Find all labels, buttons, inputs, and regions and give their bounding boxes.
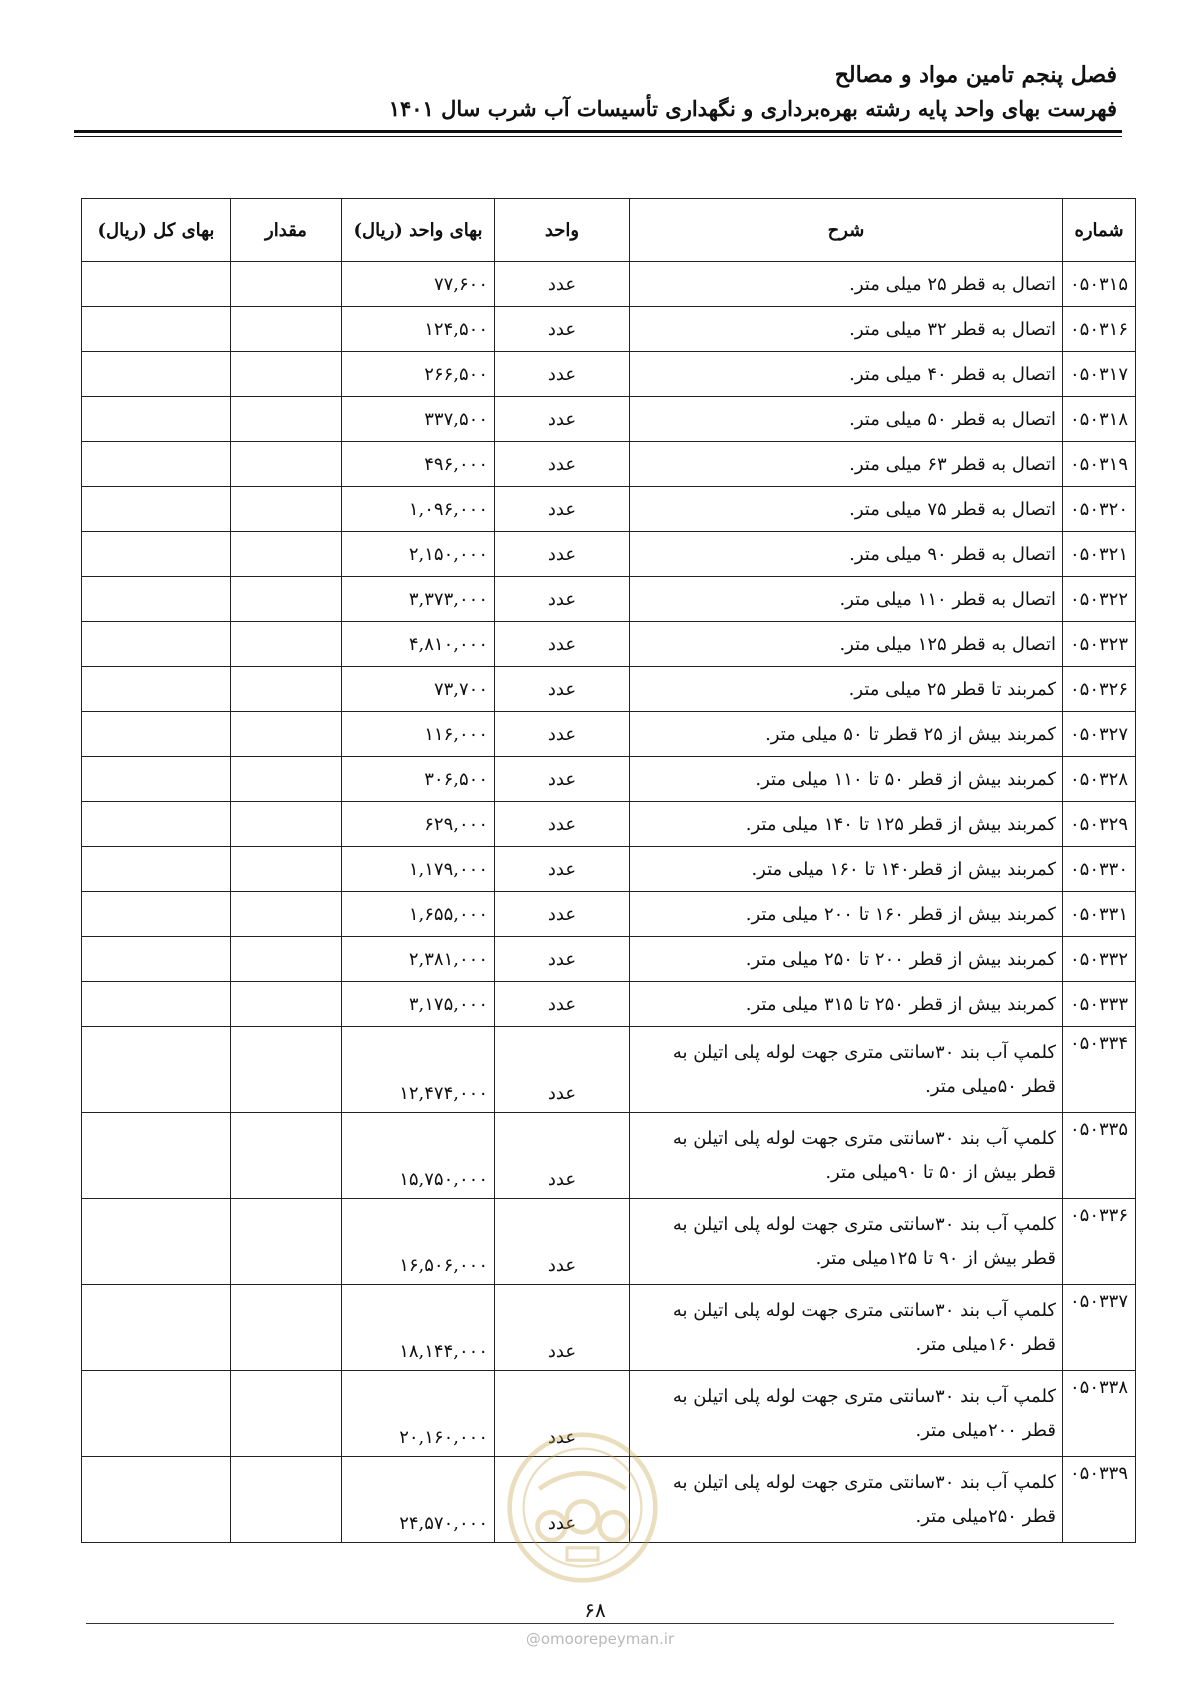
row-quantity bbox=[231, 1371, 342, 1457]
row-unit-price: ۷۷,۶۰۰ bbox=[342, 262, 495, 307]
row-total-price bbox=[82, 487, 231, 532]
row-number: ۰۵۰۳۲۲ bbox=[1063, 577, 1136, 622]
row-description: کمربند بیش از ۲۵ قطر تا ۵۰ میلی متر. bbox=[630, 712, 1063, 757]
row-unit-price: ۴۹۶,۰۰۰ bbox=[342, 442, 495, 487]
row-unit: عدد bbox=[495, 442, 630, 487]
row-unit: عدد bbox=[495, 982, 630, 1027]
row-unit: عدد bbox=[495, 757, 630, 802]
row-total-price bbox=[82, 757, 231, 802]
column-header-unit-price: بهای واحد (ریال) bbox=[342, 199, 495, 262]
row-total-price bbox=[82, 712, 231, 757]
row-unit: عدد bbox=[495, 1371, 630, 1457]
row-quantity bbox=[231, 352, 342, 397]
row-total-price bbox=[82, 622, 231, 667]
row-number: ۰۵۰۳۲۹ bbox=[1063, 802, 1136, 847]
table-row bbox=[82, 847, 1136, 892]
row-unit: عدد bbox=[495, 847, 630, 892]
row-quantity bbox=[231, 487, 342, 532]
row-description: کلمپ آب بند ۳۰سانتی متری جهت لوله پلی اتیلن به قطر بیش از ۹۰ تا ۱۲۵میلی متر. bbox=[630, 1199, 1063, 1285]
row-number: ۰۵۰۳۲۶ bbox=[1063, 667, 1136, 712]
row-unit-price: ۲۴,۵۷۰,۰۰۰ bbox=[342, 1457, 495, 1543]
table-row bbox=[82, 757, 1136, 802]
row-number: ۰۵۰۳۳۰ bbox=[1063, 847, 1136, 892]
row-number: ۰۵۰۳۳۸ bbox=[1063, 1371, 1136, 1457]
table-row bbox=[82, 1199, 1136, 1285]
table-row bbox=[82, 712, 1136, 757]
row-quantity bbox=[231, 982, 342, 1027]
row-quantity bbox=[231, 307, 342, 352]
row-total-price bbox=[82, 262, 231, 307]
row-description: اتصال به قطر ۴۰ میلی متر. bbox=[630, 352, 1063, 397]
seal-watermark-icon bbox=[505, 1430, 660, 1585]
table-header-row bbox=[82, 199, 1136, 262]
row-total-price bbox=[82, 1027, 231, 1113]
row-unit-price: ۱۵,۷۵۰,۰۰۰ bbox=[342, 1113, 495, 1199]
table-row bbox=[82, 892, 1136, 937]
row-description: کلمپ آب بند ۳۰سانتی متری جهت لوله پلی اتیلن به قطر ۵۰میلی متر. bbox=[630, 1027, 1063, 1113]
chapter-title: فصل پنجم تامین مواد و مصالح bbox=[834, 62, 1117, 88]
row-unit: عدد bbox=[495, 667, 630, 712]
row-unit: عدد bbox=[495, 307, 630, 352]
row-quantity bbox=[231, 577, 342, 622]
row-quantity bbox=[231, 1113, 342, 1199]
row-description: اتصال به قطر ۹۰ میلی متر. bbox=[630, 532, 1063, 577]
row-number: ۰۵۰۳۳۹ bbox=[1063, 1457, 1136, 1543]
row-unit-price: ۶۲۹,۰۰۰ bbox=[342, 802, 495, 847]
row-quantity bbox=[231, 937, 342, 982]
website-watermark: @omoorepeyman.ir bbox=[525, 1630, 675, 1648]
table-row bbox=[82, 1285, 1136, 1371]
row-unit: عدد bbox=[495, 262, 630, 307]
table-row bbox=[82, 937, 1136, 982]
row-unit: عدد bbox=[495, 1457, 630, 1543]
row-description: اتصال به قطر ۳۲ میلی متر. bbox=[630, 307, 1063, 352]
row-unit: عدد bbox=[495, 622, 630, 667]
table-row bbox=[82, 1027, 1136, 1113]
row-quantity bbox=[231, 1457, 342, 1543]
row-quantity bbox=[231, 1285, 342, 1371]
column-header-description: شرح bbox=[630, 199, 1063, 262]
row-number: ۰۵۰۳۲۷ bbox=[1063, 712, 1136, 757]
table-row bbox=[82, 577, 1136, 622]
row-number: ۰۵۰۳۳۴ bbox=[1063, 1027, 1136, 1113]
row-unit-price: ۳۳۷,۵۰۰ bbox=[342, 397, 495, 442]
row-description: کمربند بیش از قطر ۵۰ تا ۱۱۰ میلی متر. bbox=[630, 757, 1063, 802]
row-total-price bbox=[82, 802, 231, 847]
row-unit-price: ۱,۶۵۵,۰۰۰ bbox=[342, 892, 495, 937]
row-description: کمربند بیش از قطر ۱۶۰ تا ۲۰۰ میلی متر. bbox=[630, 892, 1063, 937]
row-quantity bbox=[231, 757, 342, 802]
row-unit-price: ۱۱۶,۰۰۰ bbox=[342, 712, 495, 757]
row-quantity bbox=[231, 667, 342, 712]
row-description: کمربند بیش از قطر ۱۲۵ تا ۱۴۰ میلی متر. bbox=[630, 802, 1063, 847]
row-unit-price: ۲,۳۸۱,۰۰۰ bbox=[342, 937, 495, 982]
row-unit-price: ۱۲۴,۵۰۰ bbox=[342, 307, 495, 352]
table-body bbox=[82, 262, 1136, 1543]
table-row bbox=[82, 802, 1136, 847]
row-unit: عدد bbox=[495, 892, 630, 937]
table-row bbox=[82, 1113, 1136, 1199]
row-unit-price: ۲۰,۱۶۰,۰۰۰ bbox=[342, 1371, 495, 1457]
row-description: اتصال به قطر ۲۵ میلی متر. bbox=[630, 262, 1063, 307]
row-quantity bbox=[231, 1027, 342, 1113]
row-total-price bbox=[82, 307, 231, 352]
column-header-total-price: بهای کل (ریال) bbox=[82, 199, 231, 262]
row-number: ۰۵۰۳۳۶ bbox=[1063, 1199, 1136, 1285]
header-rule-thin bbox=[74, 136, 1122, 137]
column-header-quantity: مقدار bbox=[231, 199, 342, 262]
row-description: کلمپ آب بند ۳۰سانتی متری جهت لوله پلی اتیلن به قطر بیش از ۵۰ تا ۹۰میلی متر. bbox=[630, 1113, 1063, 1199]
row-unit: عدد bbox=[495, 802, 630, 847]
row-total-price bbox=[82, 982, 231, 1027]
row-description: کمربند تا قطر ۲۵ میلی متر. bbox=[630, 667, 1063, 712]
row-description: کمربند بیش از قطر۱۴۰ تا ۱۶۰ میلی متر. bbox=[630, 847, 1063, 892]
row-unit: عدد bbox=[495, 577, 630, 622]
row-total-price bbox=[82, 352, 231, 397]
row-number: ۰۵۰۳۳۷ bbox=[1063, 1285, 1136, 1371]
row-total-price bbox=[82, 397, 231, 442]
row-description: اتصال به قطر ۷۵ میلی متر. bbox=[630, 487, 1063, 532]
header-rule-thick bbox=[74, 130, 1122, 133]
price-list-table bbox=[81, 198, 1136, 1543]
footer-rule bbox=[86, 1623, 1114, 1624]
row-unit: عدد bbox=[495, 487, 630, 532]
row-unit: عدد bbox=[495, 1027, 630, 1113]
row-description: اتصال به قطر ۶۳ میلی متر. bbox=[630, 442, 1063, 487]
row-description: اتصال به قطر ۵۰ میلی متر. bbox=[630, 397, 1063, 442]
table-row bbox=[82, 532, 1136, 577]
row-description: اتصال به قطر ۱۱۰ میلی متر. bbox=[630, 577, 1063, 622]
row-number: ۰۵۰۳۳۵ bbox=[1063, 1113, 1136, 1199]
column-header-number: شماره bbox=[1063, 199, 1136, 262]
row-quantity bbox=[231, 442, 342, 487]
row-number: ۰۵۰۳۳۳ bbox=[1063, 982, 1136, 1027]
row-total-price bbox=[82, 1285, 231, 1371]
table-row bbox=[82, 352, 1136, 397]
row-quantity bbox=[231, 532, 342, 577]
row-description: کلمپ آب بند ۳۰سانتی متری جهت لوله پلی اتیلن به قطر ۲۰۰میلی متر. bbox=[630, 1371, 1063, 1457]
row-description: کلمپ آب بند ۳۰سانتی متری جهت لوله پلی اتیلن به قطر ۱۶۰میلی متر. bbox=[630, 1285, 1063, 1371]
row-unit-price: ۷۳,۷۰۰ bbox=[342, 667, 495, 712]
row-unit-price: ۳۰۶,۵۰۰ bbox=[342, 757, 495, 802]
row-description: کمربند بیش از قطر ۲۵۰ تا ۳۱۵ میلی متر. bbox=[630, 982, 1063, 1027]
row-unit: عدد bbox=[495, 532, 630, 577]
row-number: ۰۵۰۳۳۱ bbox=[1063, 892, 1136, 937]
row-unit-price: ۴,۸۱۰,۰۰۰ bbox=[342, 622, 495, 667]
row-total-price bbox=[82, 847, 231, 892]
row-number: ۰۵۰۳۱۶ bbox=[1063, 307, 1136, 352]
row-quantity bbox=[231, 847, 342, 892]
row-number: ۰۵۰۳۳۲ bbox=[1063, 937, 1136, 982]
row-unit: عدد bbox=[495, 712, 630, 757]
row-description: اتصال به قطر ۱۲۵ میلی متر. bbox=[630, 622, 1063, 667]
row-total-price bbox=[82, 442, 231, 487]
row-number: ۰۵۰۳۲۸ bbox=[1063, 757, 1136, 802]
page-header bbox=[69, 58, 1117, 126]
row-unit-price: ۲,۱۵۰,۰۰۰ bbox=[342, 532, 495, 577]
table-row bbox=[82, 667, 1136, 712]
page-number: ۶۸ bbox=[584, 1598, 606, 1622]
row-unit-price: ۳,۳۷۳,۰۰۰ bbox=[342, 577, 495, 622]
row-unit-price: ۲۶۶,۵۰۰ bbox=[342, 352, 495, 397]
table-row bbox=[82, 982, 1136, 1027]
table-row bbox=[82, 307, 1136, 352]
row-unit: عدد bbox=[495, 1199, 630, 1285]
row-unit-price: ۱۶,۵۰۶,۰۰۰ bbox=[342, 1199, 495, 1285]
table-row bbox=[82, 442, 1136, 487]
row-total-price bbox=[82, 532, 231, 577]
row-total-price bbox=[82, 1199, 231, 1285]
row-quantity bbox=[231, 892, 342, 937]
row-number: ۰۵۰۳۱۷ bbox=[1063, 352, 1136, 397]
row-description: کمربند بیش از قطر ۲۰۰ تا ۲۵۰ میلی متر. bbox=[630, 937, 1063, 982]
row-total-price bbox=[82, 892, 231, 937]
column-header-unit: واحد bbox=[495, 199, 630, 262]
row-unit-price: ۱,۱۷۹,۰۰۰ bbox=[342, 847, 495, 892]
row-number: ۰۵۰۳۲۱ bbox=[1063, 532, 1136, 577]
row-quantity bbox=[231, 1199, 342, 1285]
row-total-price bbox=[82, 1113, 231, 1199]
row-unit: عدد bbox=[495, 1113, 630, 1199]
row-quantity bbox=[231, 802, 342, 847]
row-quantity bbox=[231, 622, 342, 667]
document-title: فهرست بهای واحد پایه رشته بهره‌برداری و نگهداری تأسیسات آب شرب سال ۱۴۰۱ bbox=[388, 96, 1117, 121]
row-quantity bbox=[231, 262, 342, 307]
row-description: کلمپ آب بند ۳۰سانتی متری جهت لوله پلی اتیلن به قطر ۲۵۰میلی متر. bbox=[630, 1457, 1063, 1543]
row-unit-price: ۱۸,۱۴۴,۰۰۰ bbox=[342, 1285, 495, 1371]
row-unit-price: ۱,۰۹۶,۰۰۰ bbox=[342, 487, 495, 532]
row-unit: عدد bbox=[495, 352, 630, 397]
table-row bbox=[82, 262, 1136, 307]
row-total-price bbox=[82, 577, 231, 622]
row-unit: عدد bbox=[495, 397, 630, 442]
row-total-price bbox=[82, 937, 231, 982]
row-quantity bbox=[231, 397, 342, 442]
row-quantity bbox=[231, 712, 342, 757]
row-unit-price: ۱۲,۴۷۴,۰۰۰ bbox=[342, 1027, 495, 1113]
row-number: ۰۵۰۳۲۳ bbox=[1063, 622, 1136, 667]
row-unit-price: ۳,۱۷۵,۰۰۰ bbox=[342, 982, 495, 1027]
row-total-price bbox=[82, 1371, 231, 1457]
row-total-price bbox=[82, 1457, 231, 1543]
table-row bbox=[82, 487, 1136, 532]
row-unit: عدد bbox=[495, 1285, 630, 1371]
table-row bbox=[82, 397, 1136, 442]
row-number: ۰۵۰۳۱۸ bbox=[1063, 397, 1136, 442]
table-row bbox=[82, 622, 1136, 667]
row-unit: عدد bbox=[495, 937, 630, 982]
row-total-price bbox=[82, 667, 231, 712]
row-number: ۰۵۰۳۲۰ bbox=[1063, 487, 1136, 532]
row-number: ۰۵۰۳۱۵ bbox=[1063, 262, 1136, 307]
row-number: ۰۵۰۳۱۹ bbox=[1063, 442, 1136, 487]
